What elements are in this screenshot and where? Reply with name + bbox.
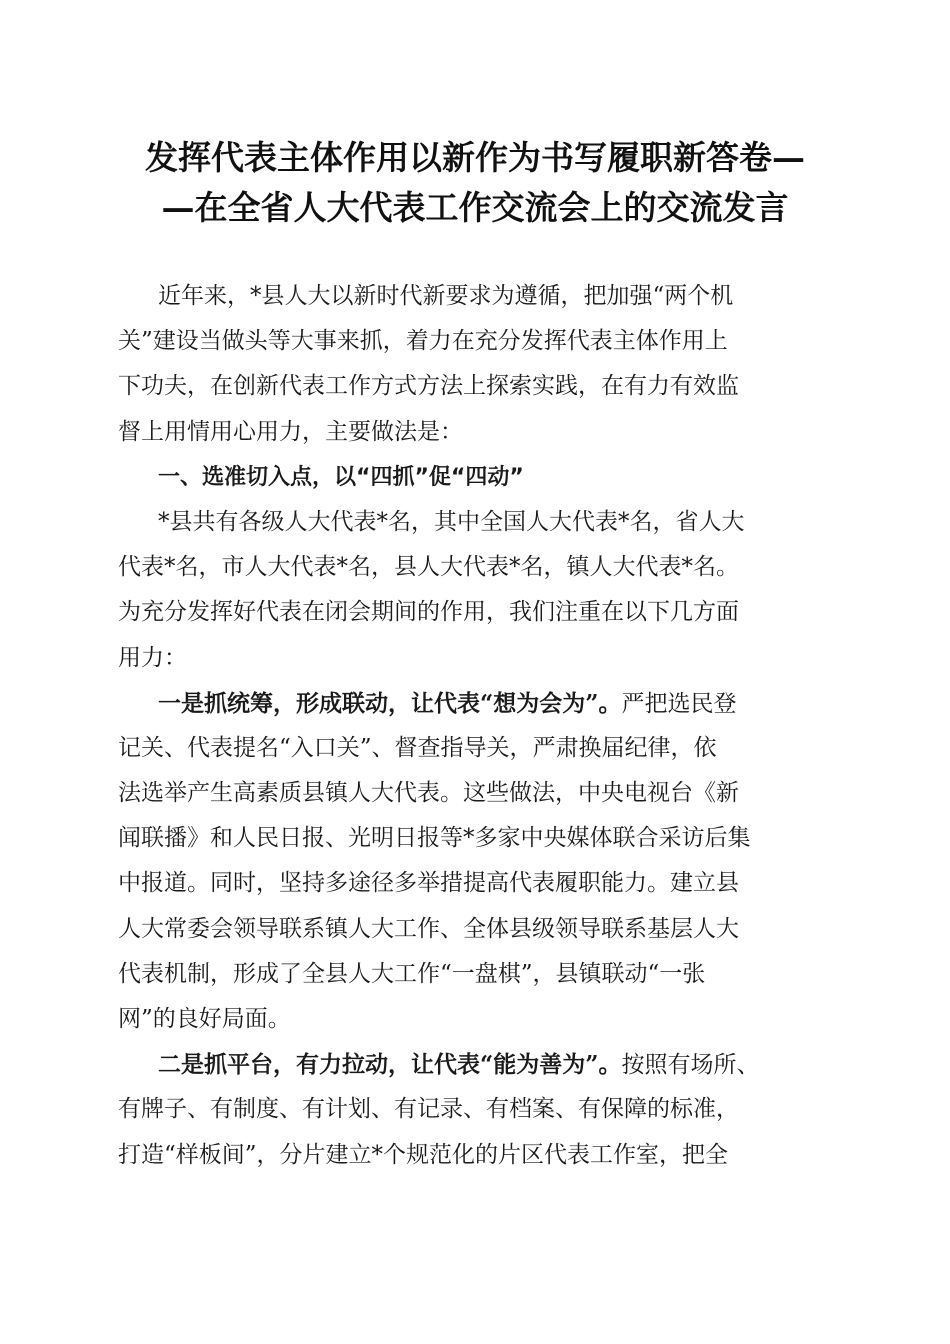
paragraph-line: 用力： xyxy=(118,644,187,671)
paragraph-line: 闻联播》和人民日报、光明日报等*多家中央媒体联合采访后集 xyxy=(118,825,751,852)
paragraph-lead: 二是抓平台，有力拉动，让代表“能为善为”。 xyxy=(158,1051,622,1079)
document-title-line-2: —在全省人大代表工作交流会上的交流发言 xyxy=(161,188,789,227)
document-title-line-1: 发挥代表主体作用以新作为书写履职新答卷— xyxy=(145,138,805,177)
paragraph-line: 关”建设当做头等大事来抓，着力在充分发挥代表主体作用上 xyxy=(118,328,728,355)
paragraph-text: 严把选民登 xyxy=(621,690,737,717)
document-body xyxy=(118,274,838,1178)
paragraph-line: 网”的良好局面。 xyxy=(118,1006,291,1032)
paragraph-line: 中报道。同时，坚持多途径多举措提高代表履职能力。建立县 xyxy=(118,870,739,897)
paragraph-lead: 一是抓统筹，形成联动，让代表“想为会为”。 xyxy=(158,689,622,717)
section-heading: 一、选准切入点，以“四抓”促“四动” xyxy=(158,464,524,490)
paragraph-line: 下功夫，在创新代表工作方式方法上探索实践，在有力有效监 xyxy=(118,373,739,400)
paragraph-line: 法选举产生高素质县镇人大代表。这些做法，中央电视台《新 xyxy=(118,780,739,807)
paragraph-line: 代表机制，形成了全县人大工作“一盘棋”，县镇联动“一张 xyxy=(118,960,706,987)
paragraph-line: 代表*名，市人大代表*名，县人大代表*名，镇人大代表*名。 xyxy=(118,554,739,581)
paragraph-line: 督上用情用心用力，主要做法是： xyxy=(118,418,463,445)
paragraph-line: 记关、代表提名“入口关”、督查指导关，严肃换届纪律，依 xyxy=(118,734,717,761)
paragraph-line: 为充分发挥好代表在闭会期间的作用，我们注重在以下几方面 xyxy=(118,599,739,626)
paragraph-line: 打造“样板间”，分片建立*个规范化的片区代表工作室，把全 xyxy=(118,1141,729,1168)
paragraph-line: 近年来，*县人大以新时代新要求为遵循，把加强“两个机 xyxy=(158,283,734,309)
paragraph-line: 有牌子、有制度、有计划、有记录、有档案、有保障的标准， xyxy=(118,1096,739,1123)
paragraph-line: *县共有各级人大代表*名，其中全国人大代表*名，省人大 xyxy=(158,508,745,535)
paragraph-line: 人大常委会领导联系镇人大工作、全体县级领导联系基层人大 xyxy=(118,915,739,942)
paragraph-line xyxy=(118,1042,838,1087)
paragraph-line xyxy=(118,681,838,726)
paragraph-text: 按照有场所、 xyxy=(621,1052,760,1079)
